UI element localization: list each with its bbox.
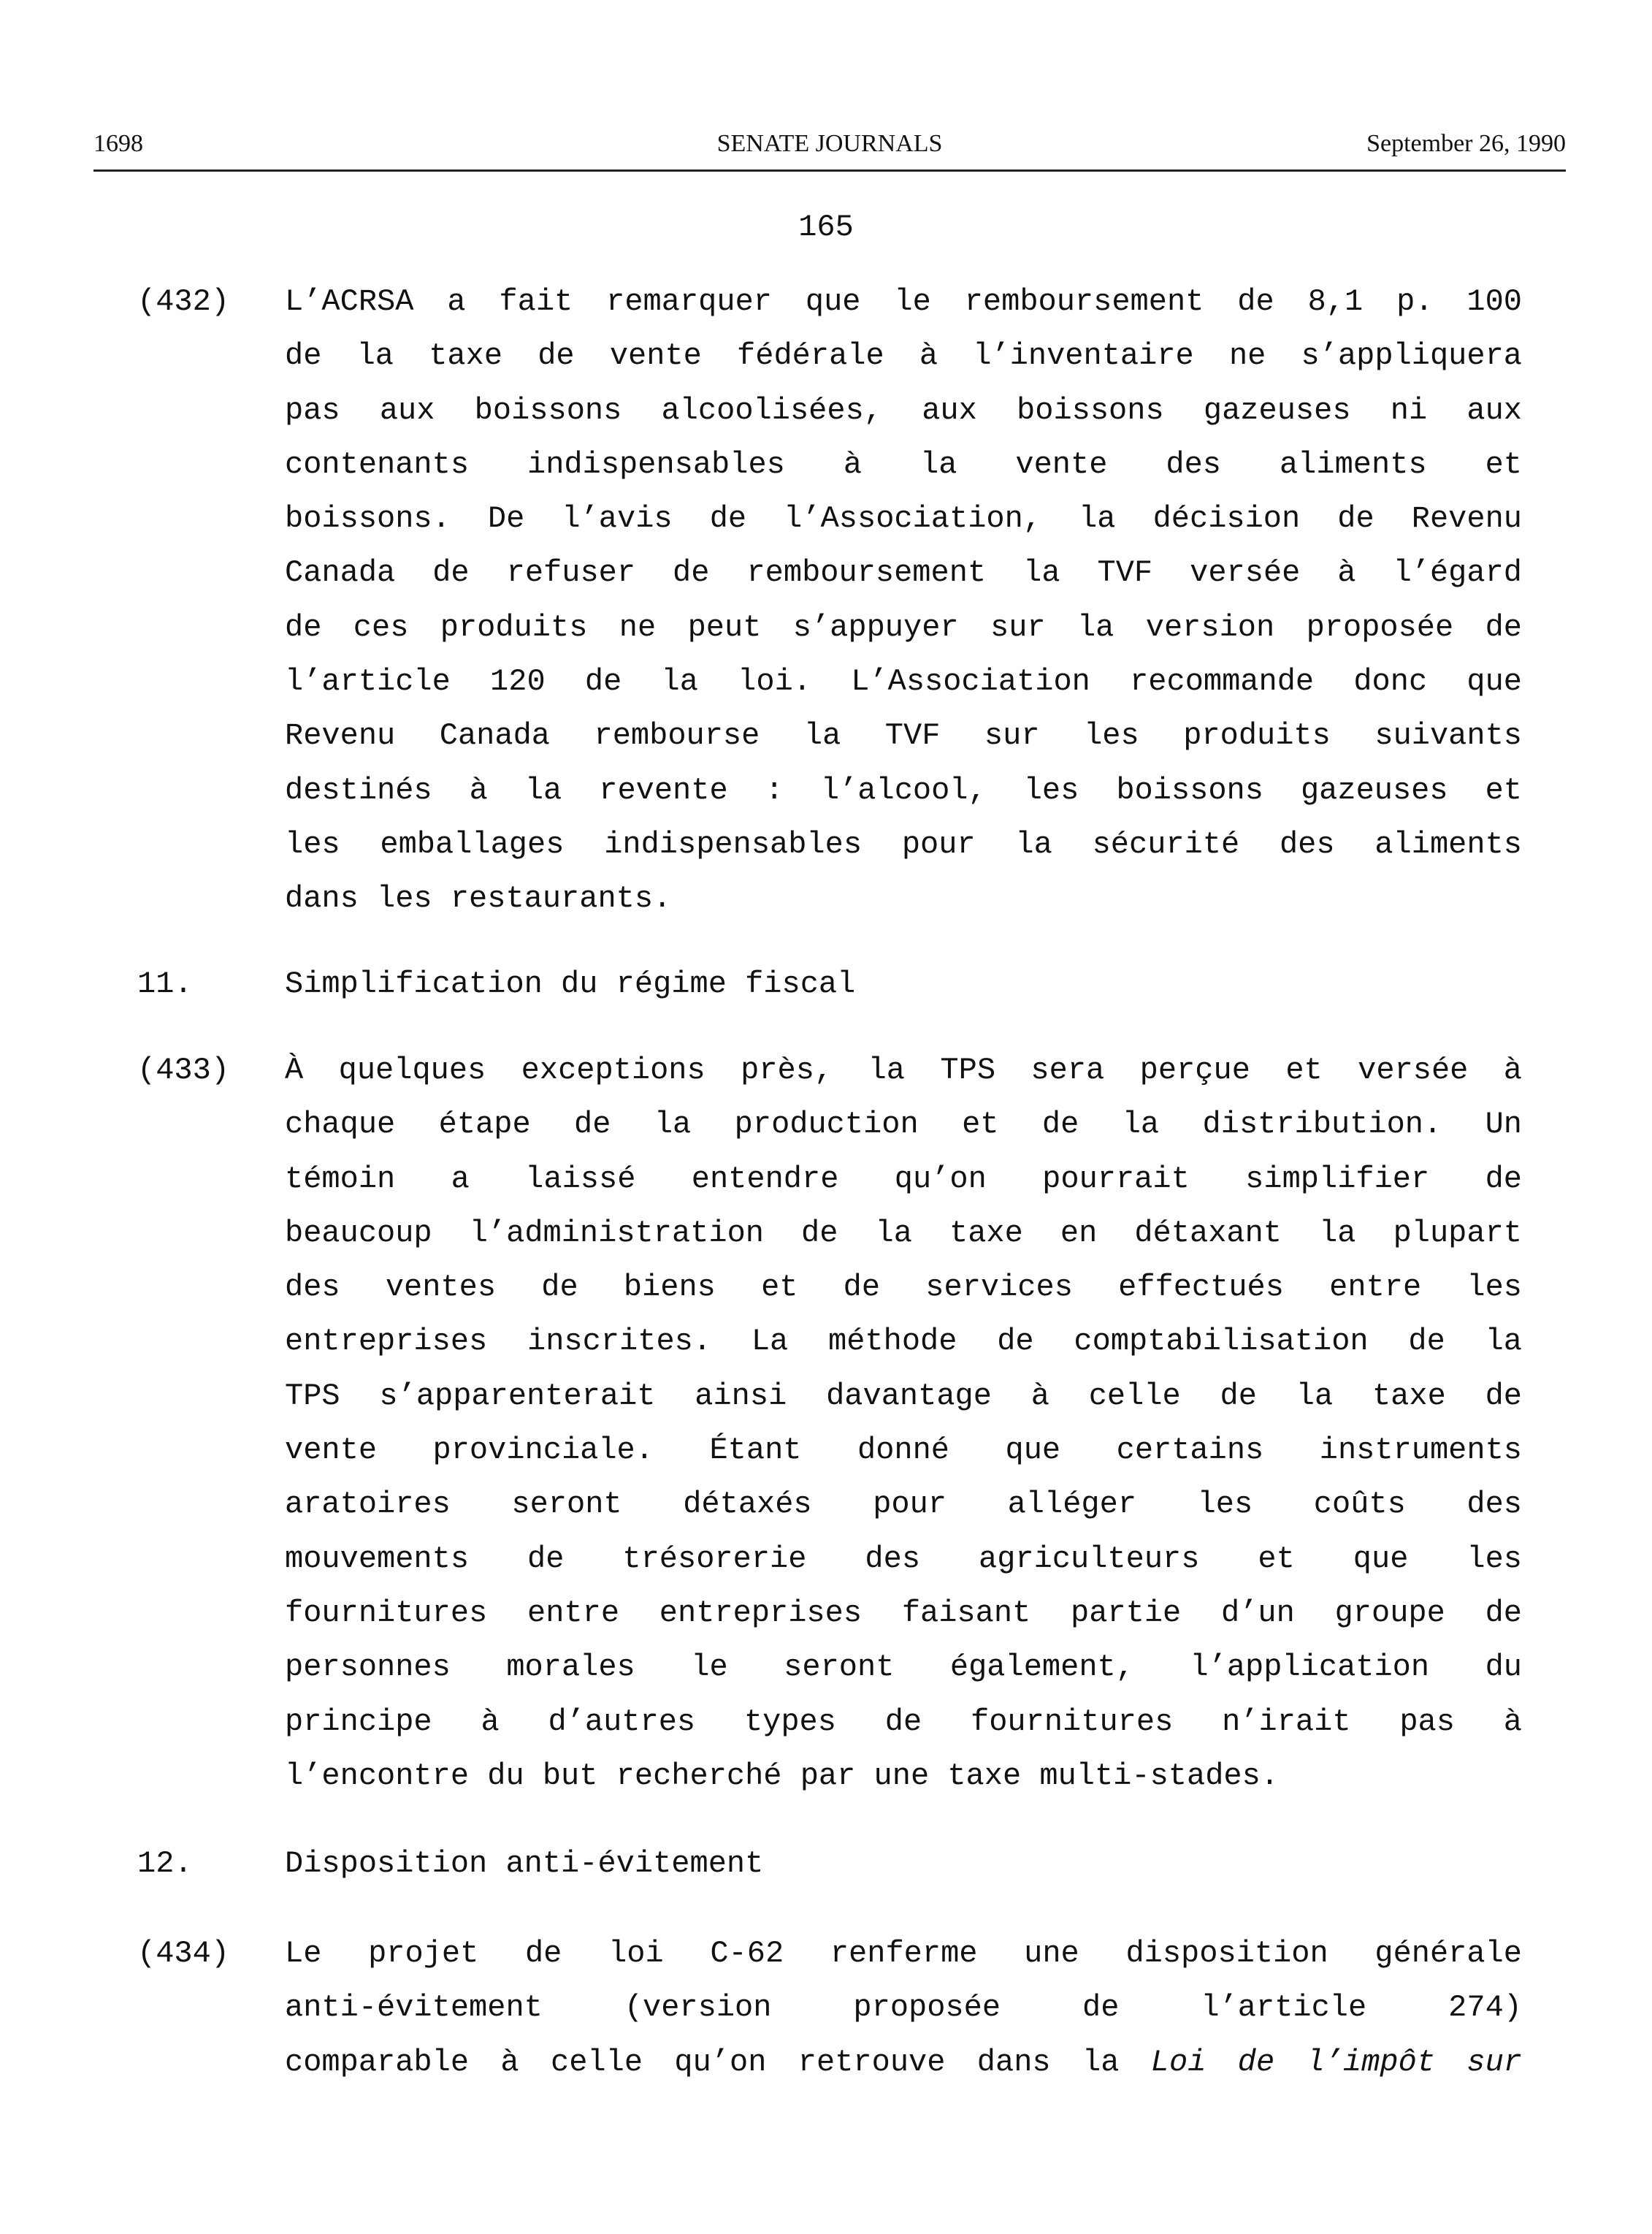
- section-title: Disposition anti-évitement: [285, 1846, 764, 1881]
- paragraph-marker: (433): [137, 1053, 230, 1088]
- text-line: [285, 2035, 1522, 2089]
- paragraph-marker: (434): [137, 1936, 230, 1971]
- text-line: personnes morales le seront également, l’application du: [285, 1650, 1522, 1685]
- text-line: de la taxe de vente fédérale à l’inventaire ne s’appliquera: [285, 338, 1522, 374]
- text-line: de ces produits ne peut s’appuyer sur la version proposée de: [285, 609, 1522, 645]
- text-line: chaque étape de la production et de la distribution. Un: [285, 1107, 1522, 1143]
- text-line: principe à d’autres types de fournitures n’irait pas à: [285, 1704, 1522, 1739]
- section-title: Simplification du régime fiscal: [285, 967, 856, 1002]
- text-line: dans les restaurants.: [285, 881, 672, 917]
- journal-title: SENATE JOURNALS: [716, 130, 943, 157]
- text-line: mouvements de trésorerie des agriculteurs et que les: [285, 1541, 1522, 1577]
- text-line: destinés à la revente : l’alcool, les boissons gazeuses et: [285, 772, 1522, 808]
- paragraph-marker: (432): [137, 284, 230, 319]
- text-line: beaucoup l’administration de la taxe en détaxant la plupart: [285, 1215, 1522, 1251]
- text-line: Canada de refuser de remboursement la TVF versée à l’égard: [285, 555, 1522, 591]
- text-line: entreprises inscrites. La méthode de comptabilisation de la: [285, 1324, 1522, 1360]
- text-line: boissons. De l’avis de l’Association, la décision de Revenu: [285, 501, 1522, 537]
- text-line: l’encontre du but recherché par une taxe multi-stades.: [285, 1758, 1280, 1793]
- text-line: L’ACRSA a fait remarquer que le remboursement de 8,1 p. 100: [285, 284, 1522, 319]
- text-line: aratoires seront détaxés pour alléger les coûts des: [285, 1487, 1522, 1522]
- text-line: témoin a laissé entendre qu’on pourrait simplifier de: [285, 1161, 1522, 1197]
- section-number: 11.: [137, 967, 193, 1002]
- text-line: Revenu Canada rembourse la TVF sur les produits suivants: [285, 718, 1522, 754]
- section-number: 12.: [137, 1846, 193, 1881]
- text-line: TPS s’apparenterait ainsi davantage à celle de la taxe de: [285, 1378, 1522, 1414]
- text-line: contenants indispensables à la vente des aliments et: [285, 446, 1522, 482]
- text-line: fournitures entre entreprises faisant partie d’un groupe de: [285, 1595, 1522, 1631]
- journal-page-number: 1698: [93, 130, 143, 157]
- report-page-number: 165: [798, 210, 854, 245]
- paragraph-text: [285, 275, 1522, 926]
- text-line: les emballages indispensables pour la sécurité des aliments: [285, 826, 1522, 862]
- paragraph-text: [285, 1043, 1522, 1803]
- text-fragment: comparable à celle qu’on retrouve dans la: [285, 2044, 1151, 2080]
- text-line: des ventes de biens et de services effectués entre les: [285, 1270, 1522, 1305]
- paragraph-text: [285, 1926, 1522, 2089]
- text-line: l’article 120 de la loi. L’Association recommande donc que: [285, 664, 1522, 700]
- text-line: anti-évitement (version proposée de l’article 274): [285, 1990, 1522, 2026]
- text-line: Le projet de loi C-62 renferme une disposition générale: [285, 1936, 1522, 1971]
- italic-law-title: Loi de l’impôt sur: [1150, 2044, 1522, 2080]
- text-line: pas aux boissons alcoolisées, aux boissons gazeuses ni aux: [285, 392, 1522, 428]
- page-header: [93, 129, 1566, 172]
- text-line: vente provinciale. Étant donné que certains instruments: [285, 1433, 1522, 1468]
- journal-date: September 26, 1990: [1366, 130, 1566, 157]
- text-line: À quelques exceptions près, la TPS sera perçue et versée à: [285, 1053, 1522, 1088]
